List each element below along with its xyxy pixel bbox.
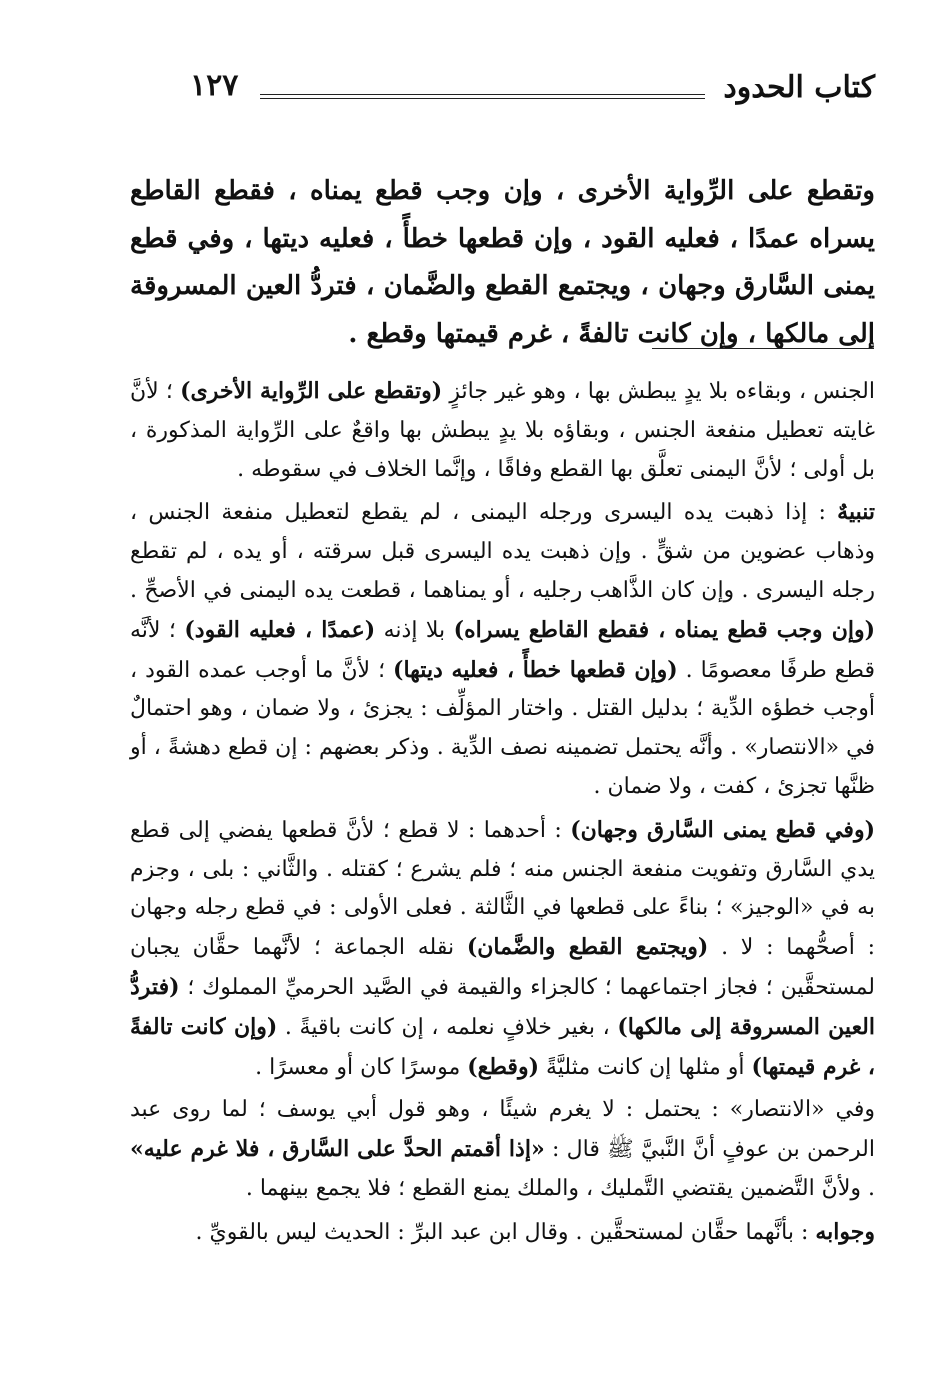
commentary-text: ؛ لأنَّه قطع طرفًا معصومًا .: [130, 617, 875, 683]
page-header: [150, 70, 875, 110]
quoted-main-text: (ويجتمع القطع والضَّمان): [466, 934, 709, 961]
quoted-main-text: (عمدًا ، فعليه القود): [184, 616, 376, 643]
footnote-divider: [652, 348, 874, 349]
commentary-text: الجنس ، وبقاءه بلا يدٍ يبطش بها ، وهو غير جائزٍ: [442, 379, 875, 404]
commentary-text: : أحدهما : لا قطع ؛ لأنَّ قطعها يفضي إلى قطع يدي السَّارق وتفويت منفعة الجنس منه ؛ فلم يشرع ؛ كقتله . والثَّاني : بلى ، وجزم به في «الوجيز» ؛ بناءً على قطعها في الثَّالثة . فعلى الأولى : في قطع رجله وجهان : أصحُّهما : لا .: [130, 817, 875, 961]
quoted-main-text: (وتقطع على الرِّواية الأخرى): [180, 378, 443, 404]
commentary-text: . ولأنَّ التَّضمين يقتضي التَّمليك ، والملك يمنع القطع ؛ فلا يجمع بينهما .: [245, 1175, 875, 1201]
commentary-text: ؛ لأنَّ ما أوجب عمده القود ، أوجب خطؤه الدِّية ؛ بدليل القتل . واختار المؤلِّف : يجزئ ، ولا ضمان ، وهو احتمالٌ في «الانتصار» . وأنَّه يحتمل تضمينه نصف الدِّية . وذكر بعضهم : إن قطع دهشةً ، أو ظنَّها تجزئ ، كفت ، ولا ضمان .: [130, 657, 875, 799]
commentary: [130, 372, 875, 1257]
commentary-text: ؛ لأنَّ غايته تعطيل منفعة الجنس ، وبقاؤه بلا يدٍ يبطش بها واقعٌ على الرِّواية المذكورة ، بل أولى ؛ لأنَّ اليمنى تعلَّق بها القطع وفاقًا ، وإنَّما الخلاف في سقوطه .: [130, 379, 875, 482]
commentary-text: أو مثلها إن كانت مثليَّةً: [538, 1054, 752, 1080]
main-text-segment: وتقطع على الرِّواية الأخرى ، وإن وجب قطع يمناه ، فقطع القاطع يسراه عمدًا ، فعليه القود ، وإن قطعها خطأً ، فعليه ديتها ، وفي قطع يمنى السَّارق وجهان ، ويجتمع القطع والضَّمان ، فتردُّ العين المسروقة إلى مالكها ، وإن كانت تالفةً ، غرم قيمتها وقطع .: [130, 176, 875, 349]
quoted-main-text: (وقطع): [467, 1053, 539, 1080]
commentary-paragraph: [130, 1091, 875, 1208]
commentary-text: موسرًا كان أو معسرًا .: [255, 1054, 468, 1080]
commentary-text: : بأنَّهما حقَّان لمستحقَّين . وقال ابن عبد البرِّ : الحديث ليس بالقويِّ .: [195, 1219, 816, 1245]
quoted-main-text: تنبيهٌ: [837, 499, 875, 526]
quoted-main-text: (وإن كانت تالفةً ، غرم قيمتها): [130, 1013, 875, 1080]
main-text: [130, 168, 875, 358]
commentary-paragraph: [130, 811, 875, 1088]
quoted-main-text: (وإن قطعها خطأً ، فعليه ديتها): [393, 656, 678, 683]
quoted-main-text: (وفي قطع يمنى السَّارق وجهان): [570, 816, 875, 843]
commentary-paragraph: [130, 1213, 875, 1253]
commentary-text: ، بغير خلافٍ نعلمه ، إن كانت باقيةً .: [277, 1014, 618, 1040]
book-title: كتاب الحدود: [723, 70, 875, 105]
commentary-text: نقله الجماعة ؛ لأنَّهما حقَّان يجبان لمستحقَّين ؛ فجاز اجتماعهما ؛ كالجزاء والقيمة في الصَّيد الحرميِّ المملوك ؛: [130, 935, 875, 1000]
commentary-text: وفي «الانتصار» : يحتمل : لا يغرم شيئًا ، وهو قول أبي يوسف ؛ لما روى عبد الرحمن بن عوفٍ أنَّ النَّبيَّ ﷺ قال :: [130, 1097, 875, 1163]
quoted-main-text: «إذا أقمتم الحدَّ على السَّارق ، فلا غرم عليه»: [130, 1136, 545, 1163]
page-number: ١٢٧: [190, 68, 239, 103]
quoted-main-text: وجوابه: [815, 1218, 875, 1245]
header-rule: [260, 94, 705, 99]
quoted-main-text: (فتردُّ العين المسروقة إلى مالكها): [130, 973, 875, 1040]
commentary-text: : إذا ذهبت يده اليسرى ورجله اليمنى ، لم يقطع لتعطيل منفعة الجنس ، وذهاب عضوين من شقٍّ . وإن ذهبت يده اليسرى قبل سرقته ، أو يده ، لم تقطع رجله اليسرى . وإن كان الذَّاهب رجليه ، أو يمناهما ، قطعت يده اليمنى في الأصحِّ .: [130, 500, 875, 603]
commentary-paragraph: [130, 372, 875, 489]
quoted-main-text: (وإن وجب قطع يمناه ، فقطع القاطع يسراه): [453, 616, 875, 643]
commentary-text: بلا إذنه: [375, 617, 454, 643]
commentary-paragraph: [130, 493, 875, 806]
